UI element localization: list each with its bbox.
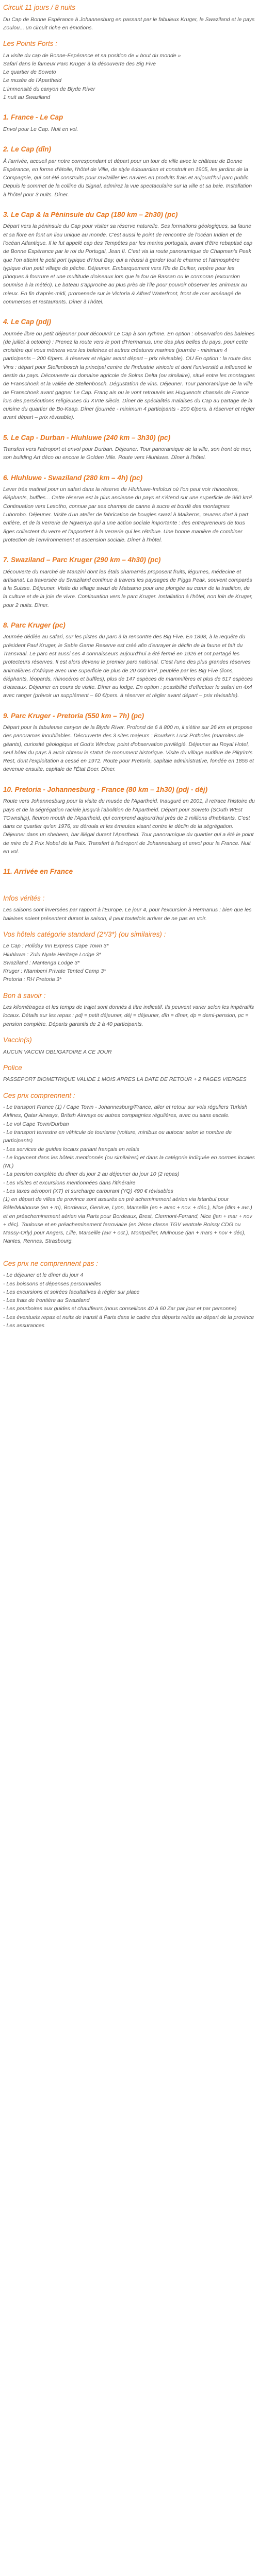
day-9-text: Départ pour la fabuleuse canyon de la Blyde River. Profond de 6 à 800 m, il s'étire sur 26 km et propose des panoramas inoubliables. Découverte des 3 sites majeurs : Bourke's Luck Potholes (marmites de géants), curiosité géologique et God's Window, point d'observation privilégié. Déjeuner au Royal Hotel, seul hôtel du pays à avoir obtenu le statut de monument historique. Visite du village aurifère de Pilgrim's Rest, dont l'exploitation a cessé en 1972. Route pour Pretoria, capitale administrative, fondée en 1855 et devenue ensuite, capitale de l'État Boer. Dîner. — [3, 724, 254, 773]
day-7-text: Découverte du marché de Manzini dont les étals chamarrés proposent fruits, légumes, médecine et artisanat. La traversée du Swaziland continue à travers les paysages de Piggs Peak, souvent comparés à la Suisse. Déjeuner. Visite du village swazi de Matsamo pour une plongée au cœur de la tradition, de la culture et de la joie de vivre. Continuation vers le parc Kruger. Installation à l'hôtel, non loin de Kruger, pour 2 nuits. Dîner. — [3, 568, 253, 608]
hotels-title: Vos hôtels catégorie standard (2*/3*) (ou similaires) : — [3, 930, 166, 938]
highlights-title: Les Points Forts : — [3, 40, 58, 48]
day-1-title: 1. France - Le Cap — [3, 113, 63, 122]
day-5-text: Transfert vers l'aéroport et envol pour Durban. Déjeuner. Tour panoramique de la ville, son front de mer, son building Art déco ou encore le Golden Mile. Route vers Hluhluwe. Dîner à l'hôtel. — [3, 446, 252, 461]
included-item: - Le vol Cape Town/Durban — [3, 1121, 69, 1127]
hotels-list — [3, 942, 255, 984]
excluded-title: Ces prix ne comprennent pas : — [3, 1259, 98, 1267]
highlight-item: Le musée de l'Apartheid — [3, 77, 61, 84]
excluded-item: - Les éventuels repas et nuits de transit à Paris dans le cadre des départs reliés au départ de la province — [3, 1314, 254, 1320]
page-title: Circuit 11 jours / 8 nuits — [3, 4, 76, 11]
day-6-text: Lever très matinal pour un safari dans la réserve de Hluhluwe-Imfolozi où l'on peut voir rhinocéros, éléphants, buffles... Cette réserve est la plus ancienne du pays et s'étend sur une superficie de 960 km². Continuation vers Lesotho, connue par ses champs de canne à sucre et bordé des montagnes Lubombo. Déjeuner. Visite d'un atelier de fabrication de bougies swazi à Malkerns, œuvres d'art à part entière, et de la verrerie de Ngwenya qui a une action sociale importante : des entrepreneurs de tous âges collectent du verre et l'apportent à la verrerie qui les rétribue. Une bonne manière de combiner protection de l'environnement et ascension sociale. Dîner à l'hôtel. — [3, 486, 253, 543]
excluded-list — [3, 1271, 255, 1330]
day-5-title: 5. Le Cap - Durban - Hluhluwe (240 km – 3h30) (pc) — [3, 433, 171, 442]
highlight-item: La visite du cap de Bonne-Espérance et sa position de « bout du monde » — [3, 52, 181, 59]
included-list — [3, 1103, 255, 1246]
day-3-title: 3. Le Cap & la Péninsule du Cap (180 km – 2h30) (pc) — [3, 210, 178, 218]
highlight-item: Safari dans le fameux Parc Kruger à la découverte des Big Five — [3, 60, 156, 67]
police-title: Police — [3, 1063, 22, 1072]
included-item: - La pension complète du dîner du jour 2 au déjeuner du jour 10 (2 repas) — [3, 1171, 180, 1178]
highlight-item: 1 nuit au Swaziland — [3, 94, 51, 100]
day-3-text: Départ vers la péninsule du Cap pour visiter sa réserve naturelle. Ses formations géologiques, sa faune et sa flore en font un lieu unique au monde. C'est aussi le point de rencontre de l'océan Indien et de l'océan Atlantique. Il le fut appelé cap des Tempêtes par les marins portugais, avant d'être rebaptisé cap de Bonne Espérance par le roi du Portugal, Jean II. C'est via la route panoramique de Chapman's Peak que l'on atteint le petit port typique d'Hout Bay, qui a réussi à garder tout le charme et l'atmosphère typique d'un petit village de pêche. Déjeuner. Embarquement vers l'île de Duiker, repère pour les phoques à fourrure et une multitude d'oiseaux lors que la fou de Bassan ou le cormoran (excursion soumise à la météo). Le bateau s'approche au plus près de l'île pour pouvoir observer les animaux au mieux. En fin d'après-midi, promenade sur le Victoria & Alfred Waterfront, front de mer aménagé de commerces et restaurants. Dîner à l'hôtel. — [3, 223, 253, 305]
excluded-item: - Les boissons et dépenses personnelles — [3, 1280, 102, 1287]
day-2-title: 2. Le Cap (dîn) — [3, 145, 52, 154]
vaccine-title: Vaccin(s) — [3, 1036, 32, 1044]
day-9-title: 9. Parc Kruger - Pretoria (550 km – 7h) (pc) — [3, 711, 144, 720]
included-item: - Les taxes aéroport (XT) et surcharge carburant (YQ) 490 € révisables — [3, 1188, 173, 1194]
day-8-text: Journée dédiée au safari, sur les pistes du parc à la rencontre des Big Five. En 1898, à la requête du président Paul Kruger, le Sabie Game Reserve est créé afin d'enrayer le déclin de la faune et fait du Transvaal. Le parc est aussi ses 4 connaisseurs aujourd'hui a été fermé en 1926 et ont partagé les protecteurs réserves. Il est alors devenu le premier parc national. C'est l'une des plus grandes réserves animalières d'Afrique avec une superficie de plus de 20 000 km², peuplée par les Big Five (lions, éléphants, léopards, rhinocéros et buffles), plus de 147 espèces de mammifères et plus de 517 espèces d'oiseaux. Déjeuner en cours de visite. Dîner au lodge. En option : possibilité d'effectuer le safari en 4x4 avec ranger (prévoir un supplément – 60 €/pers. à réserver et régler avant départ – prix révisable). — [3, 634, 253, 699]
excluded-item: - Les frais de frontière au Swaziland — [3, 1297, 90, 1304]
hotel-item: Swaziland : Mantenga Lodge 3* — [3, 959, 80, 966]
hotel-item: Le Cap : Holiday Inn Express Cape Town 3* — [3, 943, 109, 950]
day-10-text: Route vers Johannesburg pour la visite du musée de l'Apartheid. Inauguré en 2001, il retrace l'histoire du pays et de la ségrégation raciale jusqu'à l'abolition de l'Apartheid. Départ pour Soweto (SOuth WEst TOwnship), fleuron mouth de l'Apartheid, qui comprend aujourd'hui près de 2 millions d'habitants. C'est dans ce quartier qu'en 1976, se déroula et les émeutes visant contre le déclin de la ségrégation. Déjeuner dans un shebeen, bar illégal durant l'Apartheid. Tour panoramique du quartier qui a été le point de mire de 2 Prix Nobel de la Paix. Transfert à l'aéroport de Johannesburg et envol pour la France. Nuit en vol. — [3, 798, 255, 855]
highlight-item: L'immensité du canyon de Blyde River — [3, 86, 95, 92]
day-7-title: 7. Swaziland – Parc Kruger (290 km – 4h30) (pc) — [3, 556, 161, 564]
excluded-item: - Les excursions et soirées facultatives à régler sur place — [3, 1289, 140, 1295]
day-10-title: 10. Pretoria - Johannesburg - France (80 km – 1h30) (pdj - déj) — [3, 785, 208, 793]
included-item: - Le transport France (1) / Cape Town - Johannesburg/France, aller et retour sur vols réguliers Turkish Airlines, Qatar Airways, British Airways ou autres compagnies régulières, avec ou sans escale. — [3, 1104, 248, 1119]
info-text: Les saisons sont inversées par rapport à l'Europe. Le jour 4, pour l'excursion à Hermanus : bien que les baleines soient présentent durant la saison, il peut toutefois arriver de ne pas en voir. — [3, 907, 252, 922]
day-2-text: À l'arrivée, accueil par notre correspondant et départ pour un tour de ville avec le château de Bonne Espérance, en forme d'étoile, l'hôtel de Ville, de style édouardien et construit en 1905, les jardins de la Compagnie, qui ont été construits pour ravitailler les navires en produits frais et aujourd'hui parc public. Depuis le sommet de la colline du Signal, admirez la vue spectaculaire sur la ville et sa baie. Installation à l'hôtel pour 3 nuits. Dîner. — [3, 158, 252, 198]
included-item: - Le transport terrestre en véhicule de tourisme (voiture, minibus ou autocar selon le nombre de participants) — [3, 1129, 232, 1144]
excluded-item: - Les pourboires aux guides et chauffeurs (nous conseillons 40 à 60 Zar par jour et par personne) — [3, 1306, 237, 1312]
excluded-item: - Les assurances — [3, 1322, 44, 1329]
good-to-know-text: Les kilométrages et les temps de trajet sont donnés à titre indicatif. Ils peuvent varier selon les impératifs locaux. Détails sur les repas : pdj = petit déjeuner, déj = déjeuner, dîn = dîner, dp = demi-pension, pc = pension complète. Départs garantis de 2 à 40 participants. — [3, 1004, 254, 1027]
good-to-know-title: Bon à savoir : — [3, 991, 46, 999]
vaccine-text: AUCUN VACCIN OBLIGATOIRE A CE JOUR — [3, 1048, 112, 1055]
day-1-text: Envol pour Le Cap. Nuit en vol. — [3, 126, 78, 132]
police-text: PASSEPORT BIOMETRIQUE VALIDE 1 MOIS APRES LA DATE DE RETOUR + 2 PAGES VIERGES — [3, 1076, 247, 1083]
included-title: Ces prix comprennent : — [3, 1091, 75, 1099]
highlights-list — [3, 52, 255, 102]
day-6-title: 6. Hluhluwe - Swaziland (280 km – 4h) (pc) — [3, 473, 143, 482]
included-item: - Le logement dans les hôtels mentionnés (ou similaires) et dans la catégorie indiquée en normes locales (NL) — [3, 1154, 255, 1170]
included-item: - Les visites et excursions mentionnées dans l'itinéraire — [3, 1179, 136, 1186]
intro-text: Du Cap de Bonne Espérance à Johannesburg en passant par le fabuleux Kruger, le Swaziland et le pays Zoulou... un circuit riche en émotions. — [3, 16, 255, 31]
included-item: (1) en départ de villes de province sont assurés en pré acheminement aérien via Istanbul pour Bâle/Mulhouse (en + m), Bordeaux, Genève, Lyon, Marseille (en + avec + nov. + déc.), Nice (dim + avr.) et en préacheminement aérien via Paris pour Bordeaux, Brest, Clermont-Ferrand, Nice (jan + mar + nov + déc). Toulouse et en préacheminement ferroviaire (en 2ème classe TGV ventrale Roissy CDG ou Massy-Orly) pour Angers, Lille, Marseille (avr + oct.), Montpellier, Mulhouse (jan + mars + nov + déc), Nantes, Rennes, Strasbourg. — [3, 1196, 252, 1245]
hotel-item: Hluhluwe : Zulu Nyala Heritage Lodge 3* — [3, 951, 101, 958]
day-4-text: Journée libre ou petit déjeuner pour découvrir Le Cap à son rythme. En option : observation des baleines (de juillet à octobre) : Prenez la route vers le port d'Hermanus, une des plus belles du pays, pour cette croisière qui vous mènera vers les baleines et autres créatures marines (journée - minimum 4 participants – 200 €/pers. à réserver et régler avant départ – prix révisable). OU En option : la route des Vins : départ pour Stellenbosch la principal centre de l'industrie vinicole et dont l'université a influencé le destin du pays. Découverte du domaine agricole de Solms Delta (ou similaire), situé entre les montagnes de Franschoek et la vallée de Stellenbosch. Dégustation de vins. Déjeuner. Tour panoramique de la ville de Franschoek avant gagner Le Cap. Franç ais ou le vont retrouvés les Huguenots chassés de France lors des persécutions religieuses du XVIIe siècle. Dîner de spécialités malaises du Cap au partage de la cuisine du quartier de Bo-Kaap. Dîner (journée - minimum 4 participants - 200 €/pers. à réserver et régler avant départ – prix révisable). — [3, 330, 255, 421]
info-title: Infos vérités : — [3, 894, 45, 902]
included-item: - Les services de guides locaux parlant français en relais — [3, 1146, 139, 1153]
hotel-item: Kruger : Ntambeni Private Tented Camp 3* — [3, 968, 106, 975]
day-8-title: 8. Parc Kruger (pc) — [3, 621, 66, 629]
excluded-item: - Le déjeuner et le dîner du jour 4 — [3, 1272, 84, 1279]
highlight-item: Le quartier de Soweto — [3, 69, 56, 76]
day-4-title: 4. Le Cap (pdj) — [3, 318, 52, 326]
hotel-item: Pretoria : RH Pretoria 3* — [3, 976, 62, 983]
day-11-title: 11. Arrivée en France — [3, 868, 73, 876]
